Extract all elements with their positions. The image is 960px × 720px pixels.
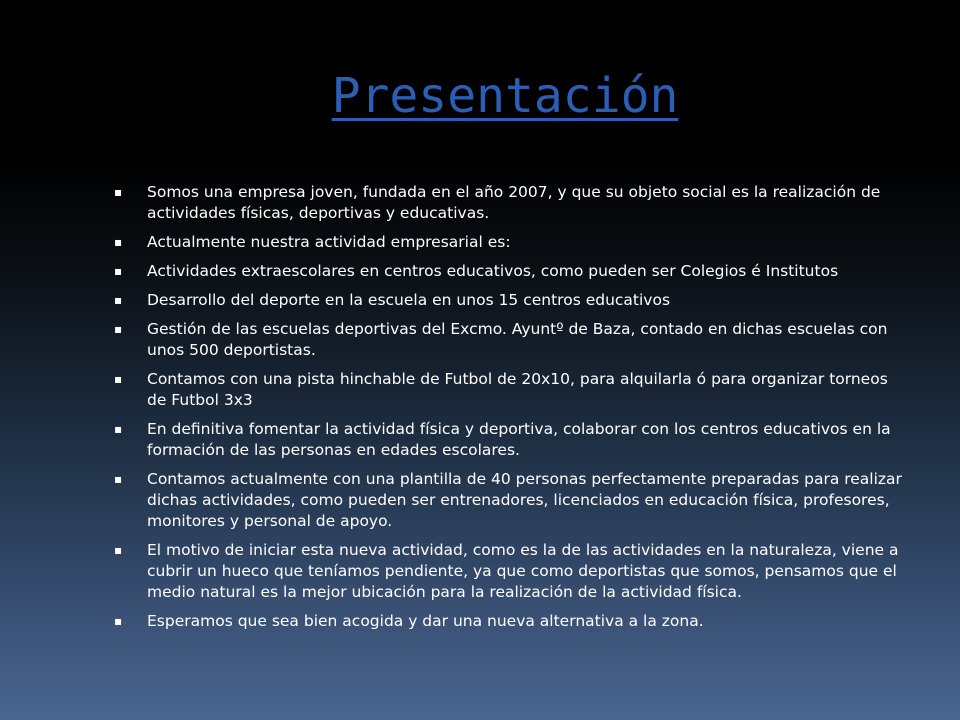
bullet-text: Actualmente nuestra actividad empresarial es: — [147, 233, 511, 251]
bullet-text: Gestión de las escuelas deportivas del Excmo. Ayuntº de Baza, contado en dichas escuelas con unos 500 deportistas. — [147, 320, 888, 359]
bullet-text: Actividades extraescolares en centros educativos, como pueden ser Colegios é Institutos — [147, 262, 839, 280]
square-bullet-icon: ▪ — [114, 235, 123, 249]
bullet-text: Contamos con una pista hinchable de Futbol de 20x10, para alquilarla ó para organizar torneos de Futbol 3x3 — [147, 370, 888, 409]
bullet-text: Esperamos que sea bien acogida y dar una nueva alternativa a la zona. — [147, 612, 704, 630]
list-item — [114, 469, 904, 532]
square-bullet-icon: ▪ — [114, 422, 123, 436]
list-item — [114, 540, 904, 603]
list-item — [114, 232, 904, 253]
bullet-text: Contamos actualmente con una plantilla de 40 personas perfectamente preparadas para realizar dichas actividades, como pueden ser entrenadores, licenciados en educación física, profesores, monitores y personal de apoyo. — [147, 470, 902, 530]
slide-title-link[interactable]: Presentación — [331, 68, 679, 124]
list-item — [114, 419, 904, 461]
list-item — [114, 290, 904, 311]
square-bullet-icon: ▪ — [114, 322, 123, 336]
square-bullet-icon: ▪ — [114, 614, 123, 628]
bullet-list — [114, 182, 904, 640]
bullet-text: En definitiva fomentar la actividad física y deportiva, colaborar con los centros educativos en la formación de las personas en edades escolares. — [147, 420, 891, 459]
list-item — [114, 611, 904, 632]
bullet-text: Desarrollo del deporte en la escuela en unos 15 centros educativos — [147, 291, 671, 309]
list-item — [114, 261, 904, 282]
bullet-text: Somos una empresa joven, fundada en el año 2007, y que su objeto social es la realización de actividades físicas, deportivas y educativas. — [147, 183, 881, 222]
square-bullet-icon: ▪ — [114, 264, 123, 278]
list-item — [114, 319, 904, 361]
bullet-text: El motivo de iniciar esta nueva actividad, como es la de las actividades en la naturaleza, viene a cubrir un hueco que teníamos pendiente, ya que como deportistas que somos, pensamos que el medio natural es la mejor ubicación para la realización de la actividad física. — [147, 541, 899, 601]
list-item — [114, 369, 904, 411]
square-bullet-icon: ▪ — [114, 293, 123, 307]
list-item — [114, 182, 904, 224]
square-bullet-icon: ▪ — [114, 372, 123, 386]
square-bullet-icon: ▪ — [114, 185, 123, 199]
square-bullet-icon: ▪ — [114, 543, 123, 557]
square-bullet-icon: ▪ — [114, 472, 123, 486]
